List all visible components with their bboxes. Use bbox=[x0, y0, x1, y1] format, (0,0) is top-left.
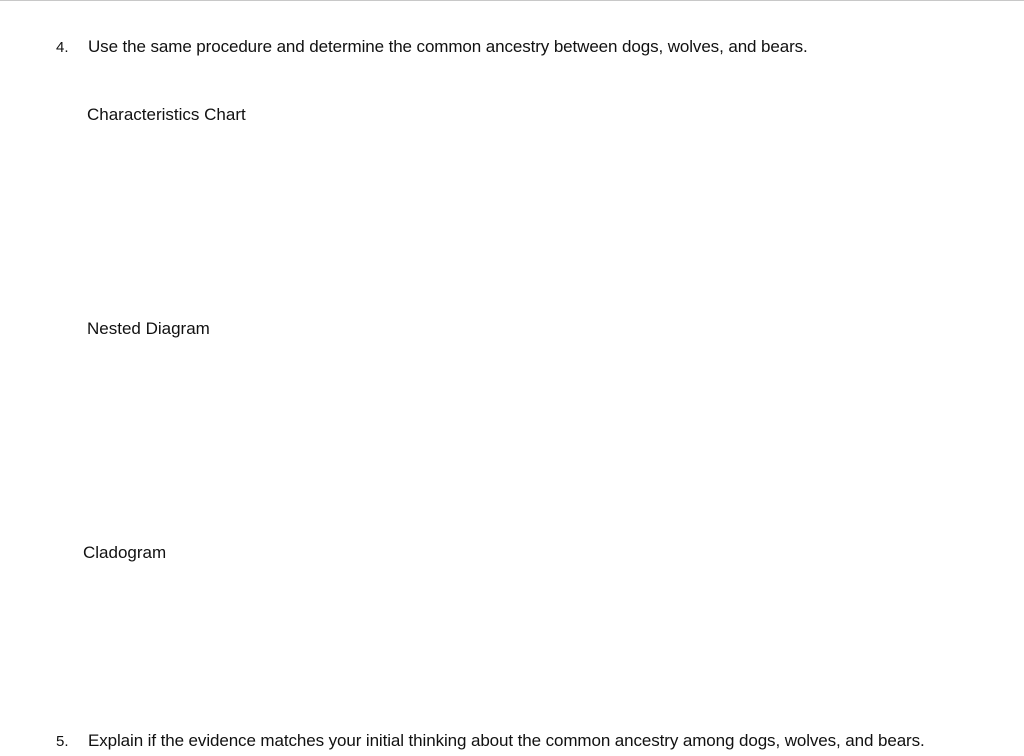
question-text: Explain if the evidence matches your initial thinking about the common ancestry among dogs, wolves, and bears. bbox=[88, 731, 925, 750]
question-number: 5. bbox=[56, 733, 69, 750]
question-5 bbox=[56, 731, 925, 751]
top-divider bbox=[0, 0, 1024, 1]
characteristics-chart-label: Characteristics Chart bbox=[87, 105, 246, 124]
question-4 bbox=[56, 37, 808, 57]
question-text: Use the same procedure and determine the common ancestry between dogs, wolves, and bears. bbox=[88, 37, 808, 56]
question-number: 4. bbox=[56, 39, 69, 56]
cladogram-label: Cladogram bbox=[83, 543, 167, 562]
nested-diagram-label: Nested Diagram bbox=[87, 319, 210, 338]
